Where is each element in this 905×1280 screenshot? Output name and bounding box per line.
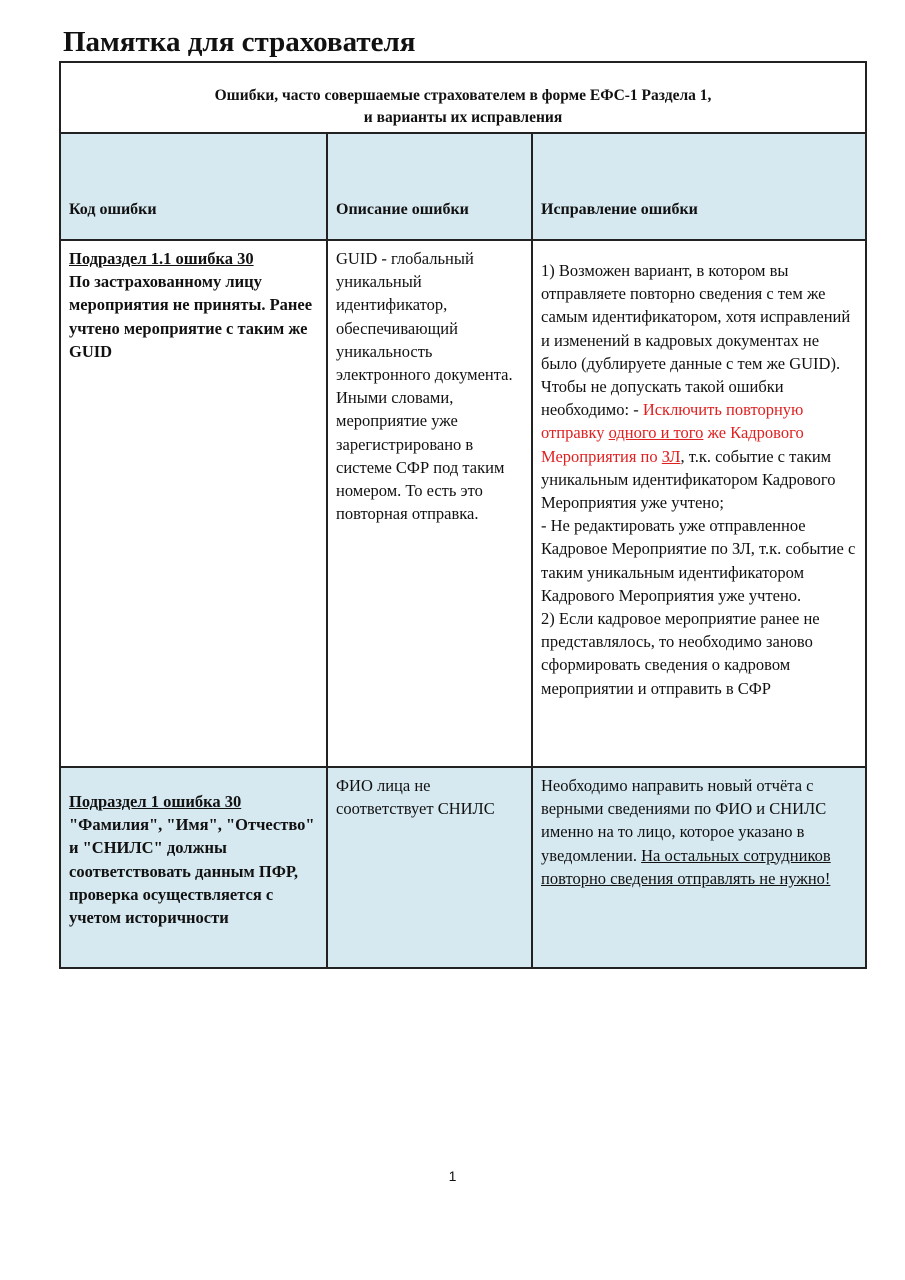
error-code-title: Подраздел 1.1 ошибка 30 <box>69 249 254 268</box>
column-header-description: Описание ошибки <box>327 133 532 240</box>
table-header-row <box>60 133 866 240</box>
error-fix: Необходимо направить новый отчёта с верными сведениями по ФИО и СНИЛС именно на то лицо, которое указано в уведомлении. На остальных сотрудников повторно сведения отправлять не нужно! <box>541 776 831 888</box>
error-description-cell <box>327 240 532 767</box>
page-number: 1 <box>448 1168 457 1184</box>
column-header-fix: Исправление ошибки <box>532 133 866 240</box>
caption-line-1: Ошибки, часто совершаемые страхователем в форме ЕФС-1 Раздела 1, <box>214 87 712 104</box>
error-fix: 1) Возможен вариант, в котором вы отправляете повторно сведения с тем же самым идентификатором, хотя исправлений и изменений в кадровых документах не было (дублируете данные с тем же GUID). Чтобы не допускать такой ошибки необходимо: - Исключить повторную отправку одного и того же Кадрового Мероприятия по ЗЛ, т.к. событие с таким уникальным идентификатором Кадрового Мероприятия уже учтено; - Не редактировать уже отправленное Кадровое Мероприятие по ЗЛ, т.к. событие с таким уникальным идентификатором Кадрового Мероприятия уже учтено. 2) Если кадровое мероприятие ранее не представлялось, то необходимо заново сформировать сведения о кадровом мероприятии и отправить в СФР <box>541 261 856 698</box>
error-code-text: "Фамилия", "Имя", "Отчество" и "СНИЛС" должны соответствовать данным ПФР, проверка осуществляется с учетом историчности <box>69 815 315 928</box>
error-description: GUID - глобальный уникальный идентификатор, обеспечивающий уникальность электронного документа. Иными словами, мероприятие уже зарегистрировано в системе СФР под таким номером. То есть это повторная отправка. <box>336 249 513 524</box>
error-fix-cell <box>532 240 866 767</box>
error-description: ФИО лица не соответствует СНИЛС <box>336 776 495 819</box>
table-row <box>60 240 866 767</box>
error-code-title: Подраздел 1 ошибка 30 <box>69 792 242 811</box>
error-code-text: По застрахованному лицу мероприятия не приняты. Ранее учтено мероприятие с таким же GUID <box>69 272 313 361</box>
error-code-cell <box>60 767 327 968</box>
page-title: Памятка для страхователя <box>63 26 416 58</box>
error-fix-cell <box>532 767 866 968</box>
caption-line-2: и варианты их исправления <box>363 109 563 126</box>
error-description-cell <box>327 767 532 968</box>
table-caption-row <box>60 62 866 133</box>
errors-table <box>59 61 867 969</box>
table-row <box>60 767 866 968</box>
column-header-code: Код ошибки <box>60 133 327 240</box>
error-code-cell <box>60 240 327 767</box>
table-caption <box>60 62 866 133</box>
